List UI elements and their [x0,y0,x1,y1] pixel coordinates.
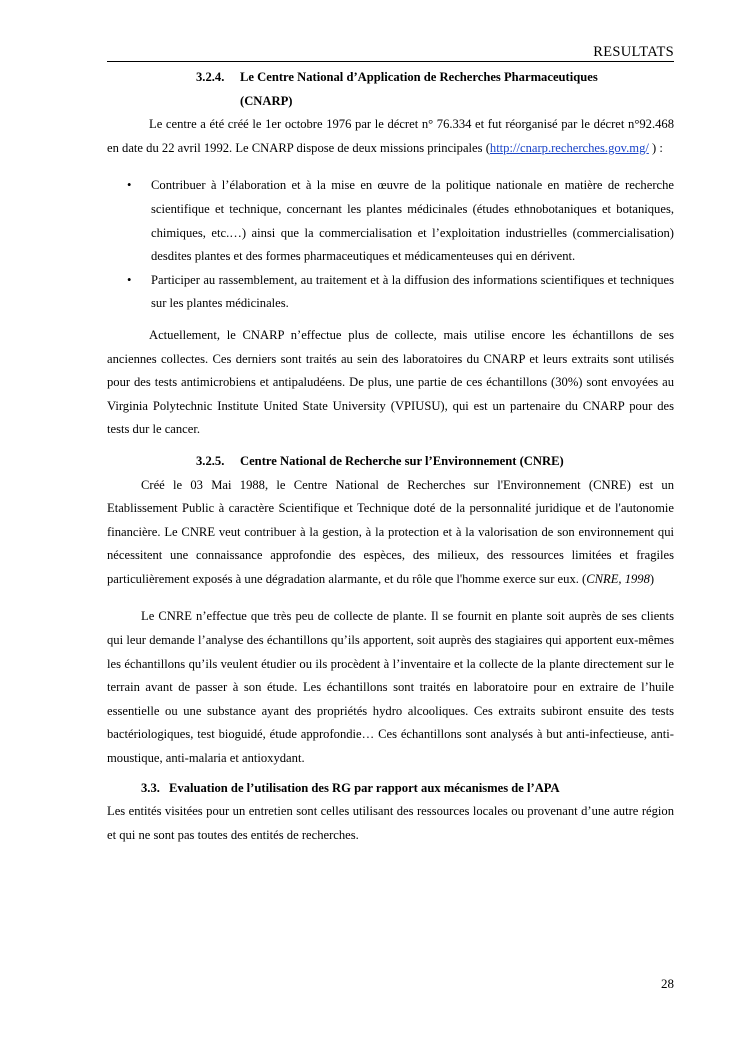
citation: CNRE, 1998 [586,571,650,586]
intro-text-end: ) : [648,140,663,155]
section-number: 3.3. [141,780,160,795]
intro-text: Le centre a été créé le 1er octobre 1976 par le décret n° 76.334 et fut réorganisé par le décret n°92.468 en date du 22 avril 1992. Le CNARP dispose de deux missions principales ( [107,117,674,155]
section-heading-3-2-4 [196,66,674,113]
list-item [107,174,674,268]
header-rule [107,61,674,62]
section-number: 3.2.5. [196,453,225,468]
list-item-text: Participer au rassemblement, au traitement et à la diffusion des informations scientifiques et techniques sur les plantes médicinales. [151,272,674,311]
section-title: Centre National de Recherche sur l’Environnement (CNRE) [240,453,564,468]
evaluation-paragraph: Les entités visitées pour un entretien sont celles utilisant des ressources locales ou provenant d’une autre région et qui ne sont pas toutes des entités de recherches. [107,804,674,842]
section-title-line1: Le Centre National d’Application de Recherches Pharmaceutiques [240,70,598,84]
section-title [240,66,598,113]
list-item [107,269,674,316]
section-heading-3-3 [141,777,674,801]
cnarp-intro-paragraph [107,113,674,160]
list-item-text: Contribuer à l’élaboration et à la mise en œuvre de la politique nationale en matière de recherche scientifique et technique, concernant les plantes médicinales (études ethnobotaniques et botaniques, chimiques, etc.…) ainsi que la commercialisation et l’exploitation industrielles (commercialisation) desdites plantes et des formes pharmaceutiques et médicamenteuses qui en dérivent. [151,178,674,264]
cnre-collection-paragraph: Le CNRE n’effectue que très peu de collecte de plante. Il se fournit en plante soit auprès de ses clients qui leur demande l’analyse des échantillons qu’ils apportent, soit auprès des stagiaires qui apportent eux-mêmes les échantillons qu’ils veulent étudier ou ils procèdent à l’inventaire et la collecte de la plante directement sur le terrain avant de passer à son étude. Les échantillons sont traités en laboratoire pour en extraire de l’huile essentielle ou une substance ayant des propriétés hydro alcooliques. Ces extraits subiront ensuite des tests bactériologiques, test bioguidé, étude approfondie… Ces échantillons sont analysés à but anti-infectieuse, anti-moustique, anti-malaria et antioxydant. [107,609,674,766]
cnarp-collections-paragraph: Actuellement, le CNARP n’effectue plus de collecte, mais utilise encore les échantillons de ses anciennes collectes. Ces derniers sont traités au sein des laboratoires du CNARP et leurs extraits sont utilisés pour des tests antimicrobiens et antipaludéens. De plus, une partie de ces échantillons (30%) sont envoyées au Virginia Polytechnic Institute United State University (VPIUSU), qui est un partenaire du CNARP pour des tests dur le cancer. [107,327,674,437]
bullet-icon: • [127,178,132,193]
bullet-icon: • [127,272,132,287]
missions-list [107,174,674,316]
document-page [107,0,674,1053]
page-number: 28 [661,976,674,991]
section-title-line2: (CNARP) [240,93,293,108]
cnre-intro-paragraph [107,474,674,592]
cnarp-website-link[interactable]: http://cnarp.recherches.gov.mg/ [489,140,649,155]
citation-close: ) [649,571,655,586]
section-number: 3.2.4. [196,70,225,84]
section-title: Evaluation de l’utilisation des RG par rapport aux mécanismes de l’APA [169,780,560,795]
running-header: RESULTATS [593,44,674,60]
section-heading-3-2-5 [196,450,674,474]
page-content [107,66,674,847]
cnre-intro-text: Créé le 03 Mai 1988, le Centre National de Recherches sur l'Environnement (CNRE) est un Etablissement Public à caractère Scientifique et Technique doté de la personnalité juridique et de l'autonomie financière. Le CNRE veut contribuer à la gestion, à la protection et à la valorisation de son environnement qui nécessitent une connaissance approfondie des espèces, des milieux, des ressources limitées et fragiles particulièrement exposés à une dégradation alarmante, et du rôle que l'homme exerce sur eux. ( [107,477,674,586]
